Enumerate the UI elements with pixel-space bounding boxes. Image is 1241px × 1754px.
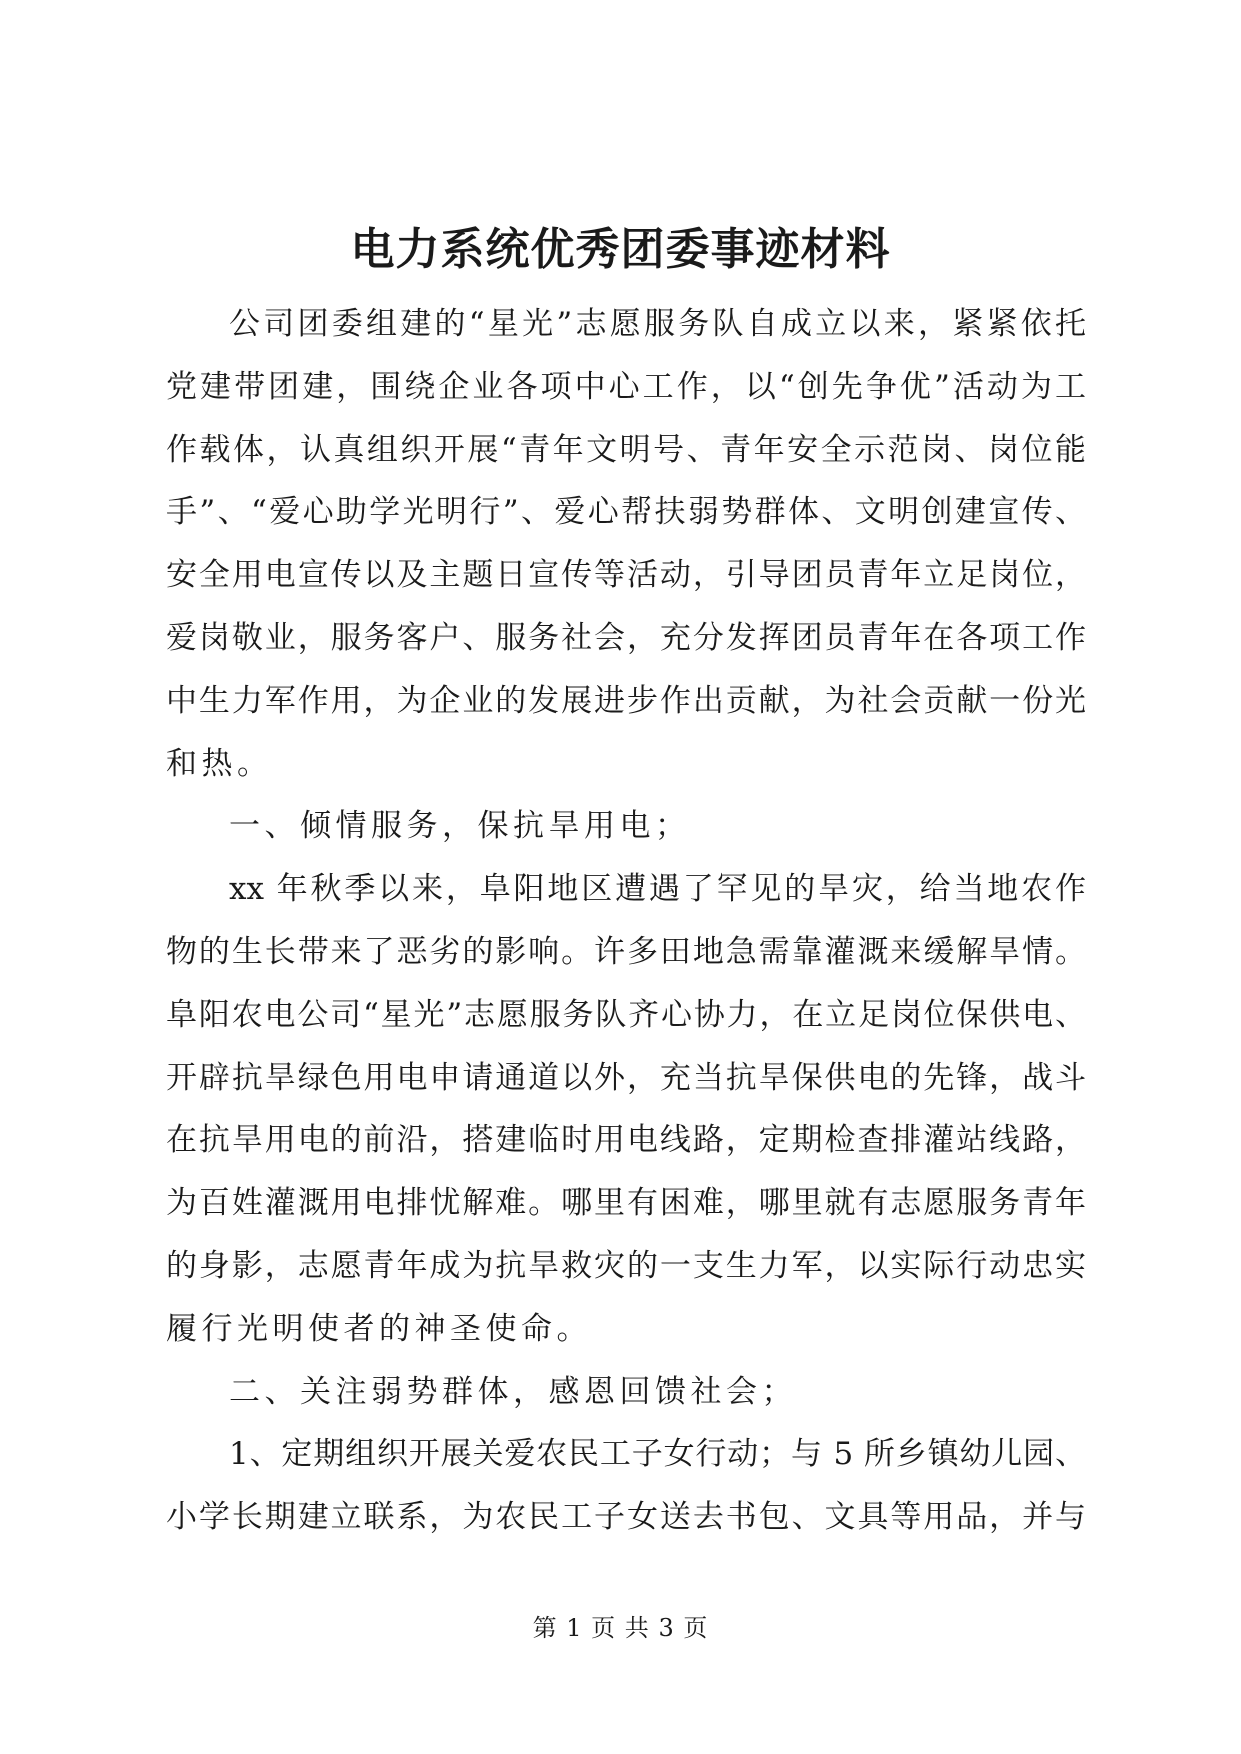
text-line: 手”、“爱心助学光明行”、爱心帮扶弱势群体、文明创建宣传、: [166, 494, 1086, 531]
text-line: 履行光明使者的神圣使命。: [166, 1310, 592, 1347]
text-line: 党建带团建，围绕企业各项中心工作，以“创先争优”活动为工: [166, 368, 1086, 405]
document-title: 电力系统优秀团委事迹材料: [350, 224, 891, 275]
text-line: 在抗旱用电的前沿，搭建临时用电线路，定期检查排灌站线路，: [166, 1122, 1086, 1159]
text-line: 和热。: [166, 745, 273, 782]
page-footer: 第 1 页 共 3 页: [532, 1614, 709, 1642]
text-line: 开辟抗旱绿色用电申请通道以外，充当抗旱保供电的先锋，战斗: [166, 1059, 1086, 1096]
text-line: xx 年秋季以来，阜阳地区遭遇了罕见的旱灾，给当地农作: [229, 871, 1086, 908]
text-line: 安全用电宣传以及主题日宣传等活动，引导团员青年立足岗位，: [166, 557, 1086, 594]
text-line: 二、关注弱势群体，感恩回馈社会；: [229, 1373, 797, 1410]
text-line: 中生力军作用，为企业的发展进步作出贡献，为社会贡献一份光: [166, 682, 1086, 719]
text-line: 爱岗敬业，服务客户、服务社会，充分发挥团员青年在各项工作: [166, 619, 1086, 656]
text-line: 公司团委组建的“星光”志愿服务队自成立以来，紧紧依托: [229, 306, 1086, 342]
text-line: 作载体，认真组织开展“青年文明号、青年安全示范岗、岗位能: [166, 431, 1086, 468]
text-line: 物的生长带来了恶劣的影响。许多田地急需靠灌溉来缓解旱情。: [166, 933, 1086, 970]
text-line: 小学长期建立联系，为农民工子女送去书包、文具等用品，并与: [166, 1499, 1086, 1536]
text-line: 1、定期组织开展关爱农民工子女行动；与 5 所乡镇幼儿园、: [229, 1436, 1086, 1473]
document-body: [166, 293, 1086, 1549]
text-line: 阜阳农电公司“星光”志愿服务队齐心协力，在立足岗位保供电、: [166, 996, 1086, 1033]
text-line: 的身影，志愿青年成为抗旱救灾的一支生力军，以实际行动忠实: [166, 1247, 1086, 1284]
text-line: 为百姓灌溉用电排忧解难。哪里有困难，哪里就有志愿服务青年: [166, 1185, 1086, 1222]
text-line: 一、倾情服务，保抗旱用电；: [229, 808, 691, 845]
